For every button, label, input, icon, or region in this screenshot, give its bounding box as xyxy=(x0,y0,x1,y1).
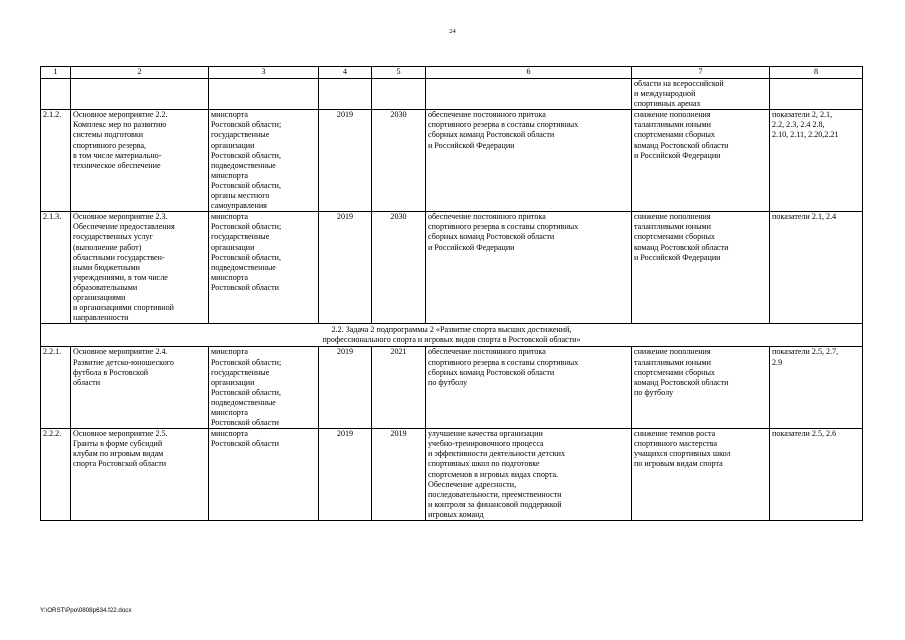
column-header: 2 xyxy=(71,67,209,79)
cell-executor: минспорта Ростовской области; государственные организации Ростовской области, подведомственные минспорта Ростовской области xyxy=(209,347,319,429)
column-header: 3 xyxy=(209,67,319,79)
cell-executor: минспорта Ростовской области xyxy=(209,429,319,521)
cell-number: 2.1.2. xyxy=(41,110,71,212)
cell-consequence: снижение пополнения талантливыми юными спортсменами сборных команд Ростовской области и Российской Федерации xyxy=(632,110,770,212)
cell-empty xyxy=(770,79,863,110)
cell-end-year: 2019 xyxy=(372,429,426,521)
cell-empty xyxy=(41,79,71,110)
cell-expected-result: обеспечение постоянного притока спортивного резерва в составы спортивных сборных команд Ростовской области по футболу xyxy=(426,347,632,429)
cell-end-year: 2021 xyxy=(372,347,426,429)
cell-executor: минспорта Ростовской области; государственные организации Ростовской области, подведомственные минспорта Ростовской области, органы местного самоуправления xyxy=(209,110,319,212)
cell-consequence: снижение пополнения талантливыми юными спортсменами сборных команд Ростовской области по футболу xyxy=(632,347,770,429)
column-header: 7 xyxy=(632,67,770,79)
cell-empty xyxy=(319,79,372,110)
table-row xyxy=(41,110,863,212)
column-header: 5 xyxy=(372,67,426,79)
cell-start-year: 2019 xyxy=(319,347,372,429)
cell-consequence: снижение темпов роста спортивного мастерства учащихся спортивных школ по игровым видам спорта xyxy=(632,429,770,521)
cell-empty xyxy=(372,79,426,110)
column-header: 4 xyxy=(319,67,372,79)
section-heading: 2.2. Задача 2 подпрограммы 2 «Развитие спорта высших достижений, профессионального спорта и игровых видов спорта в Ростовской области» xyxy=(41,324,863,347)
column-header: 1 xyxy=(41,67,71,79)
page-number: 24 xyxy=(449,28,456,35)
cell-executor: минспорта Ростовской области; государственные организации Ростовской области, подведомственные минспорта Ростовской области xyxy=(209,212,319,324)
cell-expected-result: улучшение качества организации учебно-тренировочного процесса и эффективности деятельности детских спортивных школ по подготовке спортсменов в игровых видах спорта. Обеспечение адресности, последовательности, преемственности и контроля за финансовой поддержкой игровых команд xyxy=(426,429,632,521)
cell-measure-name: Основное мероприятие 2.4. Развитие детско-юношеского футбола в Ростовской области xyxy=(71,347,209,429)
column-header: 8 xyxy=(770,67,863,79)
cell-empty xyxy=(71,79,209,110)
cell-number: 2.1.3. xyxy=(41,212,71,324)
cell-measure-name: Основное мероприятие 2.2. Комплекс мер по развитию системы подготовки спортивного резерва, в том числе материально- техническое обеспечение xyxy=(71,110,209,212)
cell-measure-name: Основное мероприятие 2.3. Обеспечение предоставления государственных услуг (выполнение работ) областными государствен- ными бюджетными учреждениями, в том числе образовательными организациями и организациями спортивной направленности xyxy=(71,212,209,324)
cell-result-continued: области на всероссийской и международной спортивных аренах xyxy=(632,79,770,110)
cell-start-year: 2019 xyxy=(319,110,372,212)
section-heading-row xyxy=(41,324,863,347)
table-row xyxy=(41,212,863,324)
cell-start-year: 2019 xyxy=(319,212,372,324)
cell-empty xyxy=(209,79,319,110)
table-row xyxy=(41,429,863,521)
cell-measure-name: Основное мероприятие 2.5. Гранты в форме субсидий клубам по игровым видам спорта Ростовской области xyxy=(71,429,209,521)
cell-end-year: 2030 xyxy=(372,110,426,212)
cell-indicators: показатели 2.1, 2.4 xyxy=(770,212,863,324)
cell-start-year: 2019 xyxy=(319,429,372,521)
column-number-row xyxy=(41,67,863,79)
table-row xyxy=(41,347,863,429)
cell-number: 2.2.1. xyxy=(41,347,71,429)
program-measures-table xyxy=(40,66,863,521)
file-path-footer: Y:\ORST\Ppo\0808p634.f22.docx xyxy=(40,607,132,614)
column-header: 6 xyxy=(426,67,632,79)
cell-consequence: снижение пополнения талантливыми юными спортсменами сборных команд Ростовской области и Российской Федерации xyxy=(632,212,770,324)
cell-indicators: показатели 2, 2.1, 2.2, 2.3, 2.4 2.8, 2.10, 2.11, 2.20,2.21 xyxy=(770,110,863,212)
cell-indicators: показатели 2.5, 2.7, 2.9 xyxy=(770,347,863,429)
cell-expected-result: обеспечение постоянного притока спортивного резерва в составы спортивных сборных команд Ростовской области и Российской Федерации xyxy=(426,212,632,324)
cell-empty xyxy=(426,79,632,110)
cell-end-year: 2030 xyxy=(372,212,426,324)
cell-number: 2.2.2. xyxy=(41,429,71,521)
continuation-row xyxy=(41,79,863,110)
cell-indicators: показатели 2.5, 2.6 xyxy=(770,429,863,521)
cell-expected-result: обеспечение постоянного притока спортивного резерва в составы спортивных сборных команд Ростовской области и Российской Федерации xyxy=(426,110,632,212)
